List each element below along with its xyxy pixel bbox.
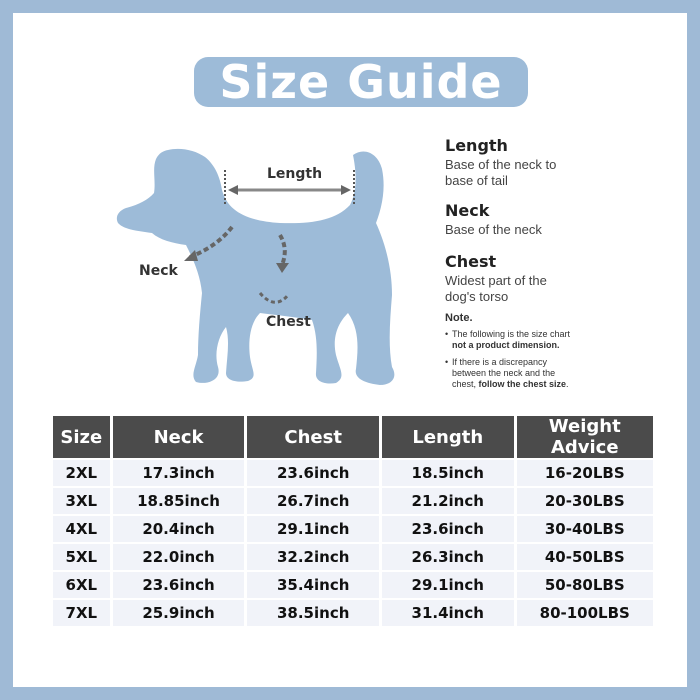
header-weight-advice: Weight Advice	[517, 416, 653, 458]
note-line: The following is the size chart	[452, 329, 571, 339]
cell-weight: 16-20LBS	[517, 460, 653, 486]
cell-size: 4XL	[53, 516, 110, 542]
cell-chest: 23.6inch	[247, 460, 379, 486]
definition-text: Base of the neck	[445, 222, 542, 237]
note-item	[445, 329, 620, 351]
length-label: Length	[267, 166, 323, 182]
cell-chest: 35.4inch	[247, 572, 379, 598]
note-panel	[445, 312, 620, 396]
cell-chest: 29.1inch	[247, 516, 379, 542]
definition-text: Base of the neck to	[445, 157, 557, 172]
length-arrowhead-right	[341, 185, 351, 195]
note-line: between the neck and the	[452, 368, 556, 378]
definition-heading: Neck	[445, 201, 490, 220]
cell-size: 5XL	[53, 544, 110, 570]
cell-length: 26.3inch	[382, 544, 514, 570]
definition-text: dog's torso	[445, 289, 509, 304]
cell-neck: 18.85inch	[113, 488, 245, 514]
table-row	[53, 516, 653, 542]
note-tail: .	[566, 379, 569, 389]
cell-size: 2XL	[53, 460, 110, 486]
cell-length: 29.1inch	[382, 572, 514, 598]
chest-label: Chest	[266, 314, 311, 330]
page-title-text: Size Guide	[219, 55, 503, 109]
size-table	[50, 414, 656, 628]
cell-size: 6XL	[53, 572, 110, 598]
definition-heading: Length	[445, 136, 508, 155]
cell-length: 18.5inch	[382, 460, 514, 486]
table-row	[53, 488, 653, 514]
cell-length: 21.2inch	[382, 488, 514, 514]
header-length: Length	[382, 416, 514, 458]
cell-size: 3XL	[53, 488, 110, 514]
note-bold: follow the chest size	[478, 379, 567, 389]
cell-chest: 32.2inch	[247, 544, 379, 570]
header-neck: Neck	[113, 416, 245, 458]
page-title	[194, 57, 528, 107]
length-arrowhead-left	[228, 185, 238, 195]
definition-text: base of tail	[445, 173, 508, 188]
definition-length	[445, 136, 675, 189]
neck-label: Neck	[139, 263, 178, 279]
note-heading: Note.	[445, 312, 473, 324]
cell-weight: 20-30LBS	[517, 488, 653, 514]
bullet-icon: •	[445, 329, 449, 339]
cell-weight: 30-40LBS	[517, 516, 653, 542]
bullet-icon: •	[445, 357, 449, 367]
note-item	[445, 357, 620, 390]
table-row	[53, 600, 653, 626]
note-line: If there is a discrepancy	[452, 357, 548, 367]
cell-neck: 20.4inch	[113, 516, 245, 542]
cell-length: 31.4inch	[382, 600, 514, 626]
cell-weight: 80-100LBS	[517, 600, 653, 626]
cell-size: 7XL	[53, 600, 110, 626]
cell-weight: 40-50LBS	[517, 544, 653, 570]
note-pre: chest,	[452, 379, 479, 389]
cell-weight: 50-80LBS	[517, 572, 653, 598]
table-row	[53, 572, 653, 598]
cell-neck: 17.3inch	[113, 460, 245, 486]
cell-neck: 22.0inch	[113, 544, 245, 570]
table-row	[53, 544, 653, 570]
header-size: Size	[53, 416, 110, 458]
table-header-row	[53, 416, 653, 458]
definition-text: Widest part of the	[445, 273, 547, 288]
cell-neck: 25.9inch	[113, 600, 245, 626]
cell-length: 23.6inch	[382, 516, 514, 542]
cell-neck: 23.6inch	[113, 572, 245, 598]
definition-chest	[445, 252, 675, 305]
header-chest: Chest	[247, 416, 379, 458]
cell-chest: 26.7inch	[247, 488, 379, 514]
table-row	[53, 460, 653, 486]
definition-neck	[445, 201, 675, 238]
definitions-panel	[445, 136, 675, 305]
cell-chest: 38.5inch	[247, 600, 379, 626]
note-bold: not a product dimension.	[452, 340, 560, 350]
definition-heading: Chest	[445, 252, 497, 271]
